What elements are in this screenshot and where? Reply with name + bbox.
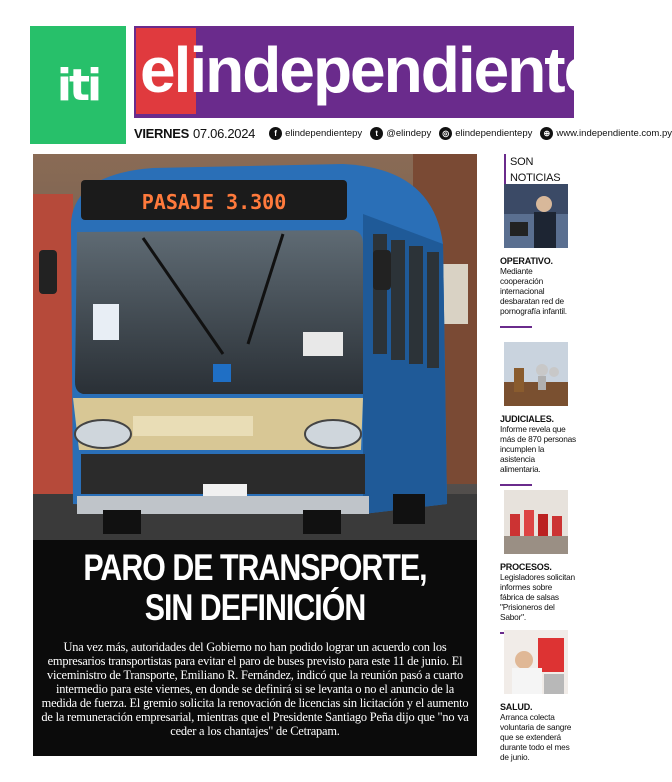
logo-text: iti — [56, 59, 100, 111]
instagram-icon: ◎ — [439, 127, 452, 140]
social-facebook[interactable] — [269, 127, 362, 140]
twitter-icon: t — [370, 127, 383, 140]
globe-icon: ⊕ — [540, 127, 553, 140]
headline-line-2: SIN DEFINICIÓN — [144, 587, 366, 628]
sidebar-item-judiciales[interactable] — [500, 342, 576, 486]
social-instagram[interactable] — [439, 127, 532, 140]
sidebar-thumb-salud — [504, 630, 568, 694]
sidebar-category-procesos: PROCESOS. — [500, 562, 552, 572]
sidebar-category-operativo: OPERATIVO. — [500, 256, 553, 266]
social-website[interactable] — [540, 127, 672, 140]
sidebar-text-salud: Arranca colecta voluntaria de sangre que se extenderá durante todo el mes de junio. — [500, 712, 572, 762]
sidebar-thumb-operativo — [504, 184, 568, 248]
social-website-text: www.independiente.com.py — [556, 127, 672, 139]
social-twitter[interactable] — [370, 127, 431, 140]
iti-logo — [30, 26, 126, 144]
issue-day: VIERNES — [134, 125, 189, 141]
main-story-panel — [33, 540, 477, 756]
masthead-title: elindependiente — [140, 34, 598, 106]
sidebar-item-procesos[interactable] — [500, 490, 576, 634]
sidebar-category-judiciales: JUDICIALES. — [500, 414, 554, 424]
bus-destination-sign: PASAJE 3.300 — [141, 190, 287, 214]
sidebar-thumb-judiciales — [504, 342, 568, 406]
social-instagram-text: elindependientepy — [455, 127, 533, 139]
sidebar-divider — [500, 484, 532, 486]
social-twitter-text: @elindepy — [386, 127, 432, 139]
issue-date: 07.06.2024 — [192, 125, 256, 141]
sidebar-text-judiciales: Informe revela que más de 870 personas incumplen la asistencia alimentaria. — [500, 424, 576, 474]
sidebar-category-salud: SALUD. — [500, 702, 533, 712]
main-story-body: Una vez más, autoridades del Gobierno no han podido lograr un acuerdo con los empresarios transportistas para evitar el paro de buses previsto para este 11 de junio. El viceministro de Transporte, Emiliano R. Fernández, indicó que la reunión pasó a cuarto intermedio para este viernes, en donde se definirá si se levanta o no el anuncio de la medida de fuerza. El gremio solicita la renovación de licencias sin licitación y el aumento de la remuneración empresarial, mientras que el Presidente Santiago Peña dijo que "no va ceder a los chantajes" de Cetrapam. — [41, 640, 469, 738]
masthead-info-bar — [134, 122, 672, 144]
son-noticias-sidebar — [500, 154, 576, 762]
bus-illustration — [33, 154, 477, 540]
sidebar-divider — [500, 326, 532, 328]
main-headline[interactable] — [73, 548, 437, 628]
sidebar-text-operativo: Mediante cooperación internacional desbaratan red de pornografía infantil. — [500, 266, 567, 316]
main-story-photo — [33, 154, 477, 540]
sidebar-text-procesos: Legisladores solicitan informes sobre fábrica de salsas "Prisioneros del Sabor". — [500, 572, 575, 622]
masthead-title-bar — [134, 26, 598, 118]
sidebar-thumb-procesos — [504, 490, 568, 554]
sidebar-item-salud[interactable] — [500, 630, 576, 762]
headline-line-1: PARO DE TRANSPORTE, — [83, 547, 427, 588]
sidebar-header: SON NOTICIAS — [504, 154, 576, 186]
social-facebook-text: elindependientepy — [285, 127, 363, 139]
sidebar-item-operativo[interactable] — [500, 184, 576, 328]
facebook-icon: f — [269, 127, 282, 140]
